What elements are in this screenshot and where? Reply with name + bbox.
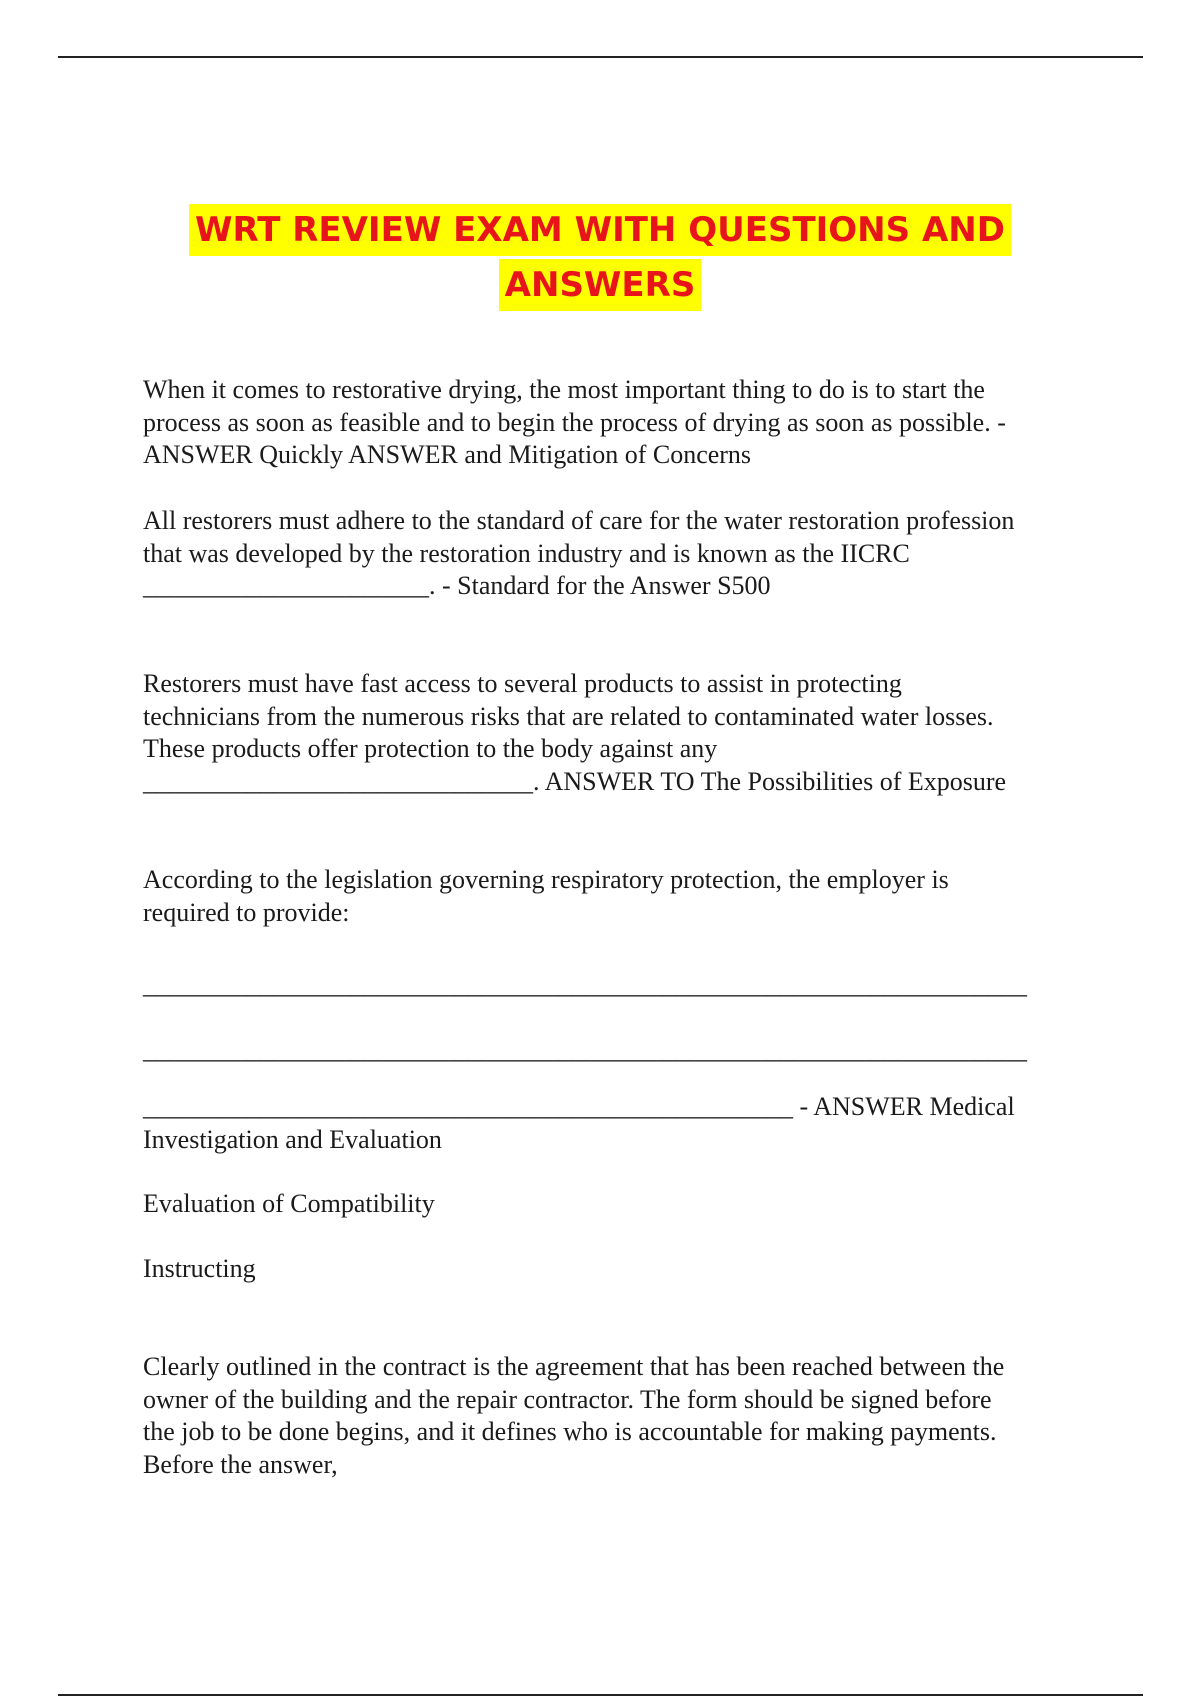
question-2 bbox=[143, 505, 1103, 603]
text-line: ______________________. - Standard for the Answer S500 bbox=[143, 571, 771, 600]
answer-4 bbox=[143, 1091, 1103, 1156]
question-3 bbox=[143, 668, 1103, 798]
text-line: technicians from the numerous risks that are related to contaminated water losses. bbox=[143, 701, 994, 731]
text-line: __________________________________________________ - ANSWER Medical bbox=[143, 1092, 1015, 1121]
text-line: These products offer protection to the body against any bbox=[143, 734, 718, 763]
title-line-2: ANSWERS bbox=[499, 259, 702, 311]
question-1 bbox=[143, 374, 1103, 472]
blank-line-1: ____________________________________________________________________ bbox=[143, 970, 1027, 999]
answer-4-item-3: Instructing bbox=[143, 1254, 256, 1283]
text-line: Before the answer, bbox=[143, 1449, 338, 1479]
document-title bbox=[0, 203, 1200, 313]
header-rule bbox=[58, 56, 1143, 58]
answer-4-item-2: Evaluation of Compatibility bbox=[143, 1189, 435, 1218]
text-line: Investigation and Evaluation bbox=[143, 1124, 442, 1154]
question-5 bbox=[143, 1351, 1103, 1481]
text-line: Restorers must have fast access to several products to assist in protecting bbox=[143, 669, 902, 698]
text-line: According to the legislation governing respiratory protection, the employer is bbox=[143, 865, 949, 894]
text-line: process as soon as feasible and to begin the process of drying as soon as possible. - bbox=[143, 407, 1006, 437]
text-line: All restorers must adhere to the standard of care for the water restoration profession bbox=[143, 506, 1015, 535]
text-line: ANSWER Quickly ANSWER and Mitigation of Concerns bbox=[143, 440, 752, 469]
question-4 bbox=[143, 864, 1103, 929]
text-line: Clearly outlined in the contract is the agreement that has been reached between the bbox=[143, 1352, 1005, 1381]
text-line: that was developed by the restoration industry and is known as the IICRC bbox=[143, 538, 910, 568]
text-line: the job to be done begins, and it defines who is accountable for making payments. bbox=[143, 1417, 997, 1446]
title-line-1: WRT REVIEW EXAM WITH QUESTIONS AND bbox=[189, 204, 1011, 256]
footer-rule bbox=[58, 1694, 1143, 1696]
text-line: owner of the building and the repair contractor. The form should be signed before bbox=[143, 1384, 992, 1414]
blank-line-2: ____________________________________________________________________ bbox=[143, 1035, 1027, 1064]
text-line: ______________________________. ANSWER TO The Possibilities of Exposure bbox=[143, 766, 1007, 796]
text-line: When it comes to restorative drying, the most important thing to do is to start the bbox=[143, 375, 985, 404]
text-line: required to provide: bbox=[143, 897, 350, 927]
